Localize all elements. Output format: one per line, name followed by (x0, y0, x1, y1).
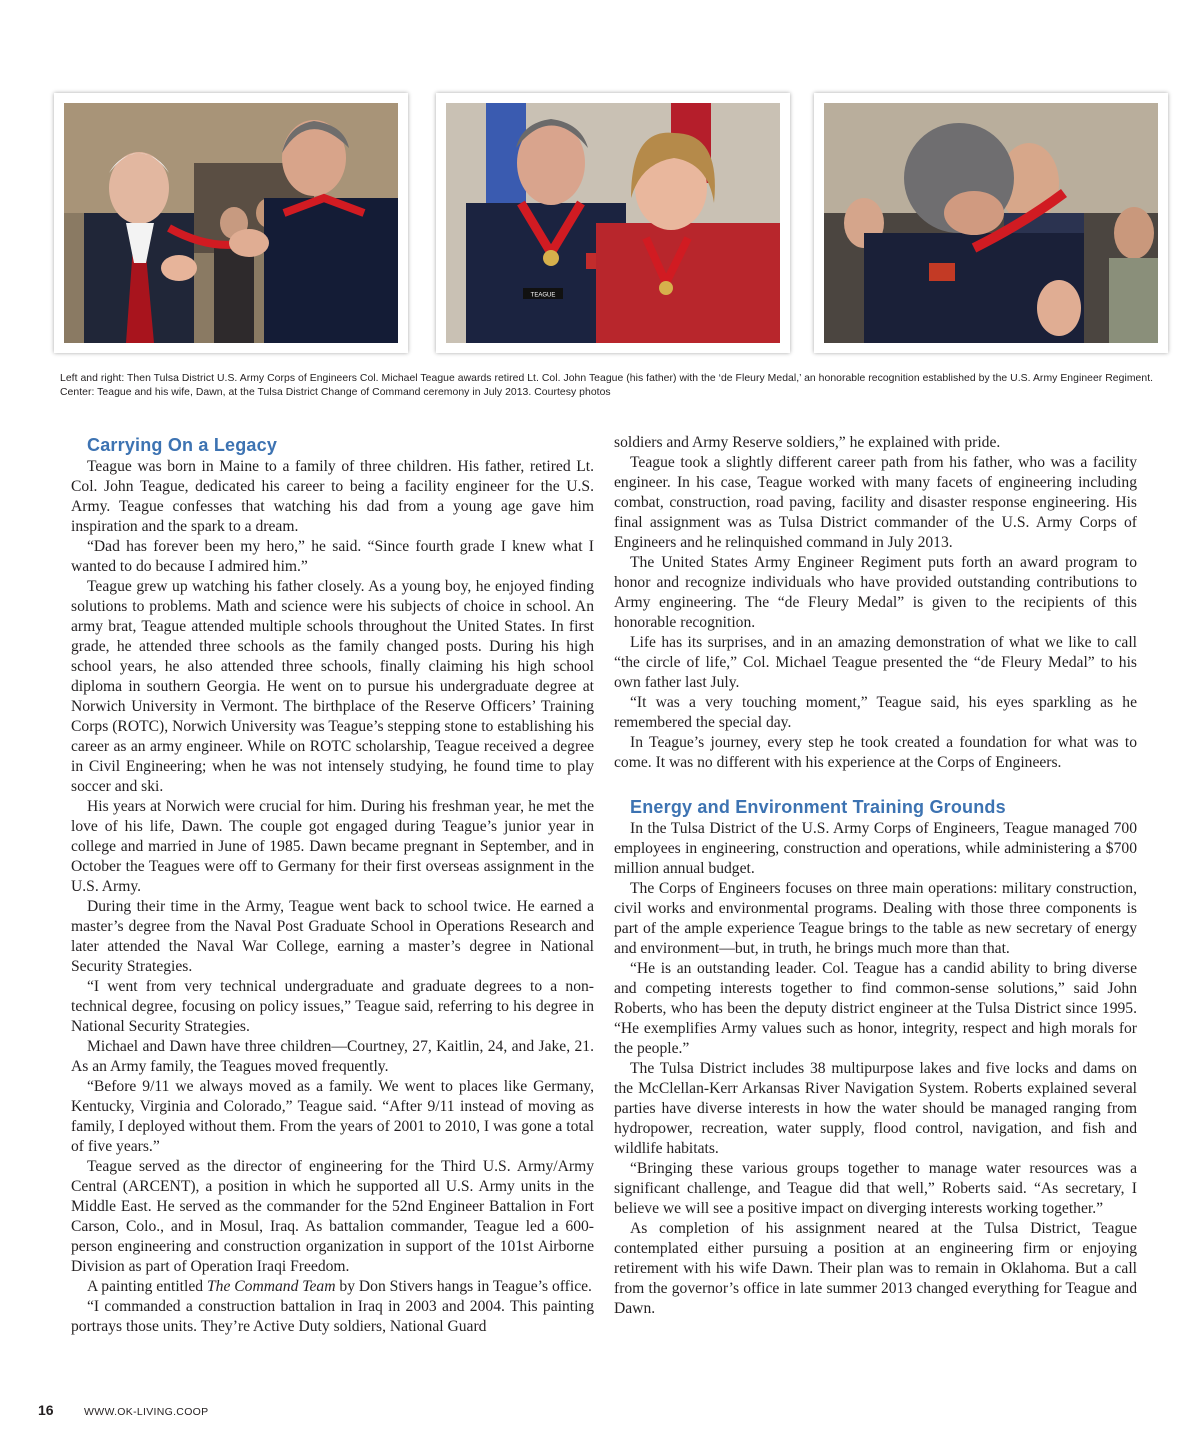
painting-text-pre: A painting entitled (87, 1278, 207, 1295)
paragraph: “I commanded a construction battalion in Iraq in 2003 and 2004. This painting portrays those units. They’re Active Duty soldiers, National Guard (71, 1298, 594, 1335)
paragraph: Teague served as the director of engineering for the Third U.S. Army/Army Central (ARCENT), a position in which he supported all U.S. Army units in the Middle East. He served as the commander for the 52nd Engineer Battalion in Fort Carson, Colo., and in Mosul, Iraq. As battalion commander, Teague led a 600-person engineering and construction organization in support of the 101st Airborne Division as part of Operation Iraqi Freedom. (71, 1158, 594, 1275)
paragraph: Michael and Dawn have three children—Courtney, 27, Kaitlin, 24, and Jake, 21. As an Army family, the Teagues moved frequently. (71, 1038, 594, 1075)
paragraph: “Dad has forever been my hero,” he said. “Since fourth grade I knew what I wanted to do because I admired him.” (71, 538, 594, 575)
photo-center-teague-and-dawn (436, 93, 790, 353)
paragraph: Life has its surprises, and in an amazing demonstration of what we like to call “the circle of life,” Col. Michael Teague presented the “de Fleury Medal” to his own father last July. (614, 634, 1137, 691)
paragraph: “I went from very technical undergraduate and graduate degrees to a non-technical degree, focusing on policy issues,” Teague said, referring to his degree in National Security Strategies. (71, 978, 594, 1035)
photo-center-image (446, 103, 780, 343)
paragraph: Teague took a slightly different career path from his father, who was a facility engineer. In his case, Teague worked with many facets of engineering including combat, construction, road paving, facility and disaster response engineering. His final assignment was as Tulsa District commander of the U.S. Army Corps of Engineers and he relinquished command in July 2013. (614, 454, 1137, 551)
photo-left-medal-pinning (54, 93, 408, 353)
paragraph: Teague was born in Maine to a family of three children. His father, retired Lt. Col. John Teague, dedicated his career to being a facility engineer for the U.S. Army. Teague confesses that watching his dad from a young age gave him inspiration and the spark to a dream. (71, 458, 594, 535)
paragraph: His years at Norwich were crucial for him. During his freshman year, he met the love of his life, Dawn. The couple got engaged during Teague’s junior year in college and married in June of 1985. Dawn became pregnant in September, and in October the Teagues were off to Germany for their first overseas assignment in the U.S. Army. (71, 798, 594, 895)
paragraph: “Bringing these various groups together to manage water resources was a significant challenge, and Teague did that well,” Roberts said. “As secretary, I believe we will see a positive impact on diverging interests working together.” (614, 1160, 1137, 1217)
paragraph: “Before 9/11 we always moved as a family. We went to places like Germany, Kentucky, Virginia and Colorado,” Teague said. “After 9/11 instead of moving as family, I deployed without them. From the years of 2001 to 2010, I was gone a total of five years.” (71, 1078, 594, 1155)
section-heading-energy-and-environment: Energy and Environment Training Grounds (630, 797, 1006, 817)
paragraph: “It was a very touching moment,” Teague said, his eyes sparkling as he remembered the special day. (614, 694, 1137, 731)
paragraph-continued: soldiers and Army Reserve soldiers,” he explained with pride. (614, 434, 1001, 451)
section-heading-carrying-on-a-legacy: Carrying On a Legacy (87, 435, 278, 455)
page-number: 16 (38, 1402, 54, 1418)
paragraph: In Teague’s journey, every step he took created a foundation for what was to come. It was no different with his experience at the Corps of Engineers. (614, 734, 1137, 771)
page-footer (38, 1402, 208, 1420)
website-link[interactable]: WWW.OK-LIVING.COOP (84, 1406, 209, 1418)
photo-strip (54, 93, 1170, 355)
paragraph-painting (71, 1277, 594, 1297)
painting-title: The Command Team (206, 1278, 336, 1295)
paragraph: During their time in the Army, Teague went back to school twice. He earned a master’s degree from the Naval Post Graduate School in Operations Research and later attended the Naval War College, earning a master’s degree in National Security Strategies. (71, 898, 594, 975)
paragraph: Teague grew up watching his father closely. As a young boy, he enjoyed finding solutions to problems. Math and science were his subjects of choice in school. An army brat, Teague attended multiple schools throughout the United States. In first grade, he attended three schools as the family changed posts. During his high school years, he also attended three schools, finally claiming his high school diploma in southern Georgia. He went on to pursue his undergraduate degree at Norwich University in Vermont. The birthplace of the Reserve Officers’ Training Corps (ROTC), Norwich University was Teague’s stepping stone to establishing his career as an army engineer. While on ROTC scholarship, Teague received a degree in Civil Engineering; when he was not intensely studying, he found time to play soccer and ski. (71, 578, 594, 795)
photo-right-embrace (814, 93, 1168, 353)
photo-left-image (64, 103, 398, 343)
photo-right-image (824, 103, 1158, 343)
paragraph: As completion of his assignment neared at the Tulsa District, Teague contemplated either pursuing a position at an engineering firm or enjoying retirement with his wife Dawn. Their plan was to remain in Oklahoma. But a call from the governor’s office in late summer 2013 changed everything for Teague and Dawn. (614, 1220, 1137, 1317)
paragraph: The Corps of Engineers focuses on three main operations: military construction, civil works and environmental programs. Dealing with those three components is part of the ample experience Teague brings to the table as new secretary of energy and environment—but, in truth, he brings much more than that. (614, 880, 1137, 957)
uniform-nametag: TEAGUE (530, 292, 556, 299)
article-column-right (614, 433, 1137, 1319)
paragraph: The Tulsa District includes 38 multipurpose lakes and five locks and dams on the McClellan-Kerr Arkansas River Navigation System. Roberts explained several parties have diverse interests in how the water should be managed ranging from hydropower, recreation, water supply, flood control, navigation, and fish and wildlife habitats. (614, 1060, 1137, 1157)
photo-caption: Left and right: Then Tulsa District U.S. Army Corps of Engineers Col. Michael Teague awards retired Lt. Col. John Teague (his father) with the ‘de Fleury Medal,’ an honorable recognition established by the U.S. Army Engineer Regiment. Center: Teague and his wife, Dawn, at the Tulsa District Change of Command ceremony in July 2013. Courtesy photos (60, 373, 1154, 398)
painting-text-post: by Don Stivers hangs in Teague’s office. (335, 1278, 592, 1295)
article-column-left (71, 433, 594, 1337)
paragraph: “He is an outstanding leader. Col. Teague has a candid ability to bring diverse and competing interests together to find common-sense solutions,” said John Roberts, who has been the deputy district engineer at the Tulsa District since 1995. “He exemplifies Army values such as honor, integrity, respect and high morals for the people.” (614, 960, 1137, 1057)
paragraph: The United States Army Engineer Regiment puts forth an award program to honor and recognize individuals who have provided outstanding contributions to Army engineering. The “de Fleury Medal” is given to the recipients of this honorable recognition. (614, 554, 1137, 631)
paragraph: In the Tulsa District of the U.S. Army Corps of Engineers, Teague managed 700 employees in engineering, construction and operations, while administering a $700 million annual budget. (614, 820, 1137, 877)
